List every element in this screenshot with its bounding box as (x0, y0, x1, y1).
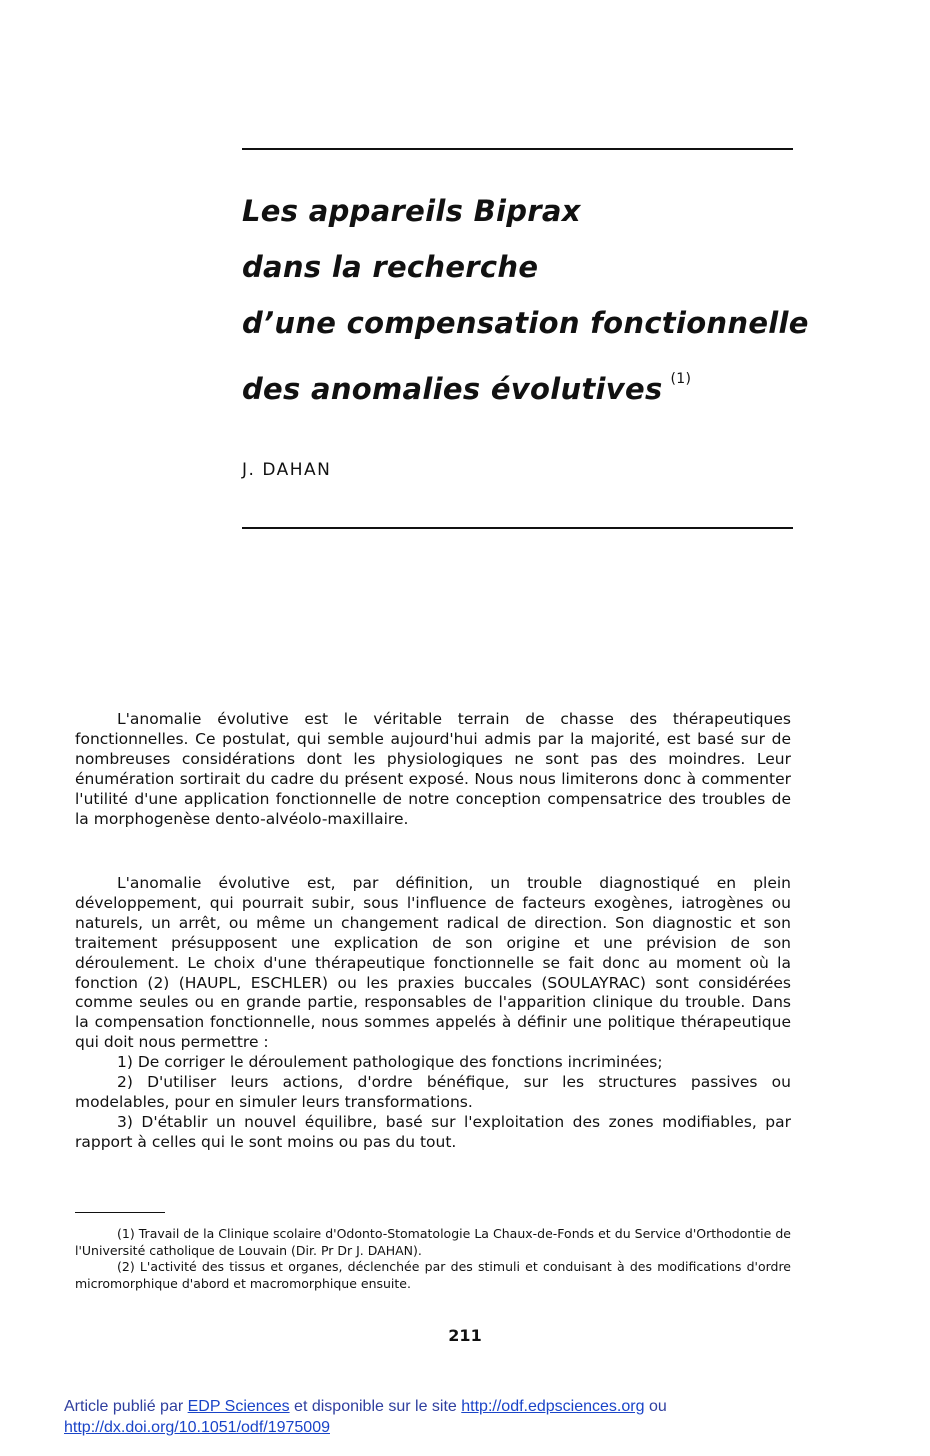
title-line-4 (242, 362, 691, 406)
body-paragraph-2: L'anomalie évolutive est, par définition, un trouble diagnostiqué en plein développement, qui pourrait subir, sous l'influence de facteurs exogènes, iatrogènes ou naturels, un arrêt, ou même un changement radical de direction. Son diagnostic et son traitement présupposent une explication de son origine et une prévision de son déroulement. Le choix d'une thérapeutique fonctionnelle se fait donc au moment où la fonction (2) (HAUPL, ESCHLER) ou les praxies buccales (SOULAYRAC) sont considérées comme seules ou en grande partie, responsables de l'apparition clinique du trouble. Dans la compensation fonctionnelle, nous sommes appelés à définir une politique thérapeutique qui doit nous permettre : (75, 874, 791, 1052)
list-item-3: 3) D'établir un nouvel équilibre, basé sur l'exploitation des zones modifiables, par rapport à celles qui le sont moins ou pas du tout. (75, 1112, 791, 1151)
author: J. DAHAN (242, 460, 332, 480)
site-link[interactable]: http://odf.edpsciences.org (461, 1398, 645, 1415)
body-paragraph-2-block (75, 874, 791, 1153)
page-number: 211 (448, 1326, 482, 1345)
title-line-4-text: des anomalies évolutives (242, 372, 663, 406)
footnotes (75, 1226, 791, 1292)
publisher-note-suffix: ou (644, 1398, 667, 1415)
doi-link[interactable]: http://dx.doi.org/10.1051/odf/1975009 (64, 1419, 330, 1436)
top-rule (242, 148, 793, 150)
publisher-note (64, 1396, 864, 1438)
footnote-1: (1) Travail de la Clinique scolaire d'Odonto-Stomatologie La Chaux-de-Fonds et du Service d'Orthodontie de l'Université catholique de Louvain (Dir. Pr Dr J. DAHAN). (75, 1226, 791, 1258)
footnote-2: (2) L'activité des tissus et organes, déclenchée par des stimuli et conduisant à des modifications d'ordre micromorphique d'abord et macromorphique ensuite. (75, 1259, 791, 1291)
body-paragraph-1-block (75, 710, 791, 829)
publisher-note-prefix: Article publié par (64, 1398, 188, 1415)
title-line-3: d’une compensation fonctionnelle (242, 306, 809, 340)
title-line-2: dans la recherche (242, 250, 539, 284)
body-paragraph-1: L'anomalie évolutive est le véritable terrain de chasse des thérapeutiques fonctionnelles. Ce postulat, qui semble aujourd'hui admis par la majorité, est basé sur de nombreuses considérations dont les physiologiques ne sont pas des moindres. Leur énumération sortirait du cadre du présent exposé. Nous nous limiterons donc à commenter l'utilité d'une application fonctionnelle de notre conception compensatrice des troubles de la morphogenèse dento-alvéolo-maxillaire. (75, 710, 791, 828)
title-footnote-ref[interactable]: (1) (670, 371, 692, 387)
footnote-separator (75, 1212, 165, 1213)
edp-sciences-link[interactable]: EDP Sciences (187, 1398, 290, 1415)
list-item-2: 2) D'utiliser leurs actions, d'ordre bénéfique, sur les structures passives ou modelables, pour en simuler leurs transformations. (75, 1073, 791, 1111)
list-item-1: 1) De corriger le déroulement pathologique des fonctions incriminées; (117, 1053, 663, 1072)
bottom-rule (242, 527, 793, 529)
publisher-note-middle: et disponible sur le site (289, 1398, 462, 1415)
title-line-1: Les appareils Biprax (242, 194, 581, 228)
